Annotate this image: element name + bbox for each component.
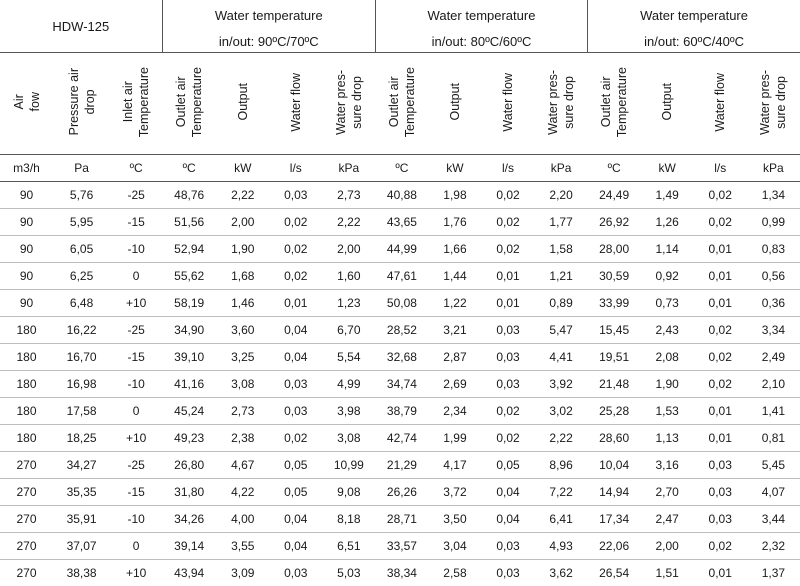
unit-cell: Pa xyxy=(53,155,110,182)
table-cell: 2,00 xyxy=(322,236,375,263)
column-header xyxy=(0,53,53,155)
group-2-subtitle: in/out: 80ºC/60ºC xyxy=(375,31,587,53)
table-cell: 0,02 xyxy=(694,209,747,236)
table-cell: 1,46 xyxy=(216,290,269,317)
table-cell: 1,14 xyxy=(641,236,694,263)
table-cell: -15 xyxy=(110,344,162,371)
table-cell: 0,03 xyxy=(481,344,534,371)
table-row xyxy=(0,371,800,398)
table-cell: 1,76 xyxy=(428,209,481,236)
table-cell: 43,94 xyxy=(162,560,216,586)
table-cell: 34,90 xyxy=(162,317,216,344)
column-header-label: Output xyxy=(235,83,251,121)
column-header-label: Water flow xyxy=(288,73,304,132)
table-row xyxy=(0,290,800,317)
table-cell: 2,22 xyxy=(216,182,269,209)
table-row xyxy=(0,479,800,506)
table-cell: 28,00 xyxy=(588,236,641,263)
table-cell: 18,25 xyxy=(53,425,110,452)
column-header-label: Outlet air Temperature xyxy=(386,67,418,137)
table-cell: 0,03 xyxy=(694,452,747,479)
table-cell: 2,20 xyxy=(535,182,588,209)
table-cell: 0,02 xyxy=(694,533,747,560)
table-row xyxy=(0,317,800,344)
table-cell: 0,01 xyxy=(694,236,747,263)
table-cell: 3,09 xyxy=(216,560,269,586)
table-cell: 38,38 xyxy=(53,560,110,586)
table-cell: 17,34 xyxy=(588,506,641,533)
table-cell: 0,04 xyxy=(481,506,534,533)
table-cell: 0,03 xyxy=(694,479,747,506)
unit-cell: l/s xyxy=(481,155,534,182)
table-cell: 4,17 xyxy=(428,452,481,479)
table-cell: 4,93 xyxy=(535,533,588,560)
unit-row xyxy=(0,155,800,182)
table-cell: 4,99 xyxy=(322,371,375,398)
unit-cell: ºC xyxy=(110,155,162,182)
column-header xyxy=(162,53,216,155)
table-cell: 1,21 xyxy=(535,263,588,290)
table-cell: 32,68 xyxy=(375,344,428,371)
table-cell: 0,03 xyxy=(481,371,534,398)
table-row xyxy=(0,182,800,209)
table-cell: 1,34 xyxy=(747,182,800,209)
table-cell: -25 xyxy=(110,182,162,209)
table-cell: 2,22 xyxy=(322,209,375,236)
table-cell: 0,04 xyxy=(269,344,322,371)
table-cell: 47,61 xyxy=(375,263,428,290)
table-cell: 0,36 xyxy=(747,290,800,317)
group-3-subtitle: in/out: 60ºC/40ºC xyxy=(588,31,800,53)
table-cell: 4,07 xyxy=(747,479,800,506)
table-cell: 0,05 xyxy=(269,479,322,506)
unit-cell: kW xyxy=(428,155,481,182)
table-cell: 25,28 xyxy=(588,398,641,425)
table-cell: -25 xyxy=(110,317,162,344)
table-cell: 4,41 xyxy=(535,344,588,371)
table-row xyxy=(0,344,800,371)
table-cell: 5,54 xyxy=(322,344,375,371)
table-cell: 2,08 xyxy=(641,344,694,371)
table-cell: 31,80 xyxy=(162,479,216,506)
table-cell: 16,22 xyxy=(53,317,110,344)
table-cell: 0,02 xyxy=(481,209,534,236)
column-header xyxy=(588,53,641,155)
table-cell: 90 xyxy=(0,290,53,317)
table-cell: +10 xyxy=(110,425,162,452)
table-cell: 90 xyxy=(0,209,53,236)
table-cell: 2,10 xyxy=(747,371,800,398)
table-cell: 0,01 xyxy=(694,398,747,425)
table-cell: 26,26 xyxy=(375,479,428,506)
group-3-title: Water temperature xyxy=(588,0,800,31)
column-header-label: Outlet air Temperature xyxy=(598,67,630,137)
column-header xyxy=(641,53,694,155)
table-cell: 0,02 xyxy=(481,182,534,209)
table-cell: 5,03 xyxy=(322,560,375,586)
table-cell: 3,02 xyxy=(535,398,588,425)
table-cell: 0,03 xyxy=(269,371,322,398)
table-cell: 3,55 xyxy=(216,533,269,560)
table-cell: 39,10 xyxy=(162,344,216,371)
unit-cell: m3/h xyxy=(0,155,53,182)
table-cell: 0,01 xyxy=(481,263,534,290)
table-cell: 14,94 xyxy=(588,479,641,506)
column-header-label: Water pres- sure drop xyxy=(545,70,577,135)
table-cell: 0 xyxy=(110,398,162,425)
table-cell: +10 xyxy=(110,290,162,317)
table-cell: 3,60 xyxy=(216,317,269,344)
table-cell: 270 xyxy=(0,560,53,586)
column-header xyxy=(322,53,375,155)
column-header xyxy=(428,53,481,155)
table-cell: 42,74 xyxy=(375,425,428,452)
table-cell: 35,91 xyxy=(53,506,110,533)
table-cell: 2,22 xyxy=(535,425,588,452)
table-cell: -15 xyxy=(110,479,162,506)
table-cell: -10 xyxy=(110,371,162,398)
table-cell: 2,00 xyxy=(641,533,694,560)
table-cell: 15,45 xyxy=(588,317,641,344)
table-cell: 44,99 xyxy=(375,236,428,263)
table-cell: 5,95 xyxy=(53,209,110,236)
table-cell: 39,14 xyxy=(162,533,216,560)
column-header xyxy=(481,53,534,155)
column-header-label: Inlet air Temperature xyxy=(120,67,152,137)
table-cell: 270 xyxy=(0,533,53,560)
table-cell: 0,99 xyxy=(747,209,800,236)
table-cell: -10 xyxy=(110,506,162,533)
group-1-subtitle: in/out: 90ºC/70ºC xyxy=(162,31,375,53)
column-header-label: Outlet air Temperature xyxy=(173,67,205,137)
table-cell: 35,35 xyxy=(53,479,110,506)
table-cell: 2,34 xyxy=(428,398,481,425)
table-cell: 2,73 xyxy=(216,398,269,425)
table-cell: 6,70 xyxy=(322,317,375,344)
table-cell: 3,16 xyxy=(641,452,694,479)
table-row xyxy=(0,236,800,263)
table-cell: 5,76 xyxy=(53,182,110,209)
table-cell: 7,22 xyxy=(535,479,588,506)
table-cell: 55,62 xyxy=(162,263,216,290)
table-cell: 180 xyxy=(0,425,53,452)
table-row xyxy=(0,452,800,479)
table-cell: 0,02 xyxy=(481,425,534,452)
table-cell: 2,38 xyxy=(216,425,269,452)
table-cell: 1,60 xyxy=(322,263,375,290)
table-cell: 30,59 xyxy=(588,263,641,290)
table-cell: 5,47 xyxy=(535,317,588,344)
column-header-label: Water pres- sure drop xyxy=(333,70,365,135)
table-cell: 0,01 xyxy=(694,560,747,586)
table-cell: 180 xyxy=(0,371,53,398)
table-cell: 2,58 xyxy=(428,560,481,586)
column-header-label: Air fow xyxy=(11,92,43,111)
table-cell: 22,06 xyxy=(588,533,641,560)
unit-cell: kW xyxy=(216,155,269,182)
table-cell: 3,62 xyxy=(535,560,588,586)
table-cell: 3,08 xyxy=(216,371,269,398)
table-cell: 1,44 xyxy=(428,263,481,290)
table-cell: 5,45 xyxy=(747,452,800,479)
table-cell: 0,01 xyxy=(269,290,322,317)
table-cell: 6,41 xyxy=(535,506,588,533)
column-header xyxy=(747,53,800,155)
unit-cell: l/s xyxy=(269,155,322,182)
table-cell: 2,69 xyxy=(428,371,481,398)
table-cell: 16,70 xyxy=(53,344,110,371)
model-name: HDW-125 xyxy=(0,0,162,53)
table-cell: 6,25 xyxy=(53,263,110,290)
table-cell: 1,68 xyxy=(216,263,269,290)
table-cell: 0,02 xyxy=(269,425,322,452)
table-cell: 3,34 xyxy=(747,317,800,344)
table-cell: 1,51 xyxy=(641,560,694,586)
table-cell: 0,03 xyxy=(481,317,534,344)
table-cell: 0,02 xyxy=(269,236,322,263)
table-cell: 0,02 xyxy=(269,263,322,290)
table-cell: 0,83 xyxy=(747,236,800,263)
column-header xyxy=(110,53,162,155)
table-cell: 1,22 xyxy=(428,290,481,317)
column-header-row xyxy=(0,53,800,155)
table-cell: 1,99 xyxy=(428,425,481,452)
table-cell: 33,57 xyxy=(375,533,428,560)
table-cell: 2,87 xyxy=(428,344,481,371)
table-cell: 1,53 xyxy=(641,398,694,425)
table-cell: 45,24 xyxy=(162,398,216,425)
table-cell: 21,48 xyxy=(588,371,641,398)
table-cell: 6,51 xyxy=(322,533,375,560)
column-header xyxy=(694,53,747,155)
table-cell: 0,02 xyxy=(694,371,747,398)
table-cell: 34,74 xyxy=(375,371,428,398)
table-cell: 0,02 xyxy=(481,236,534,263)
table-cell: 1,58 xyxy=(535,236,588,263)
table-cell: 26,92 xyxy=(588,209,641,236)
table-cell: 0,03 xyxy=(269,560,322,586)
table-cell: 6,05 xyxy=(53,236,110,263)
table-cell: 0,01 xyxy=(694,290,747,317)
table-cell: 3,72 xyxy=(428,479,481,506)
table-cell: -15 xyxy=(110,209,162,236)
column-header-label: Output xyxy=(659,83,675,121)
table-cell: 1,77 xyxy=(535,209,588,236)
column-header-label: Output xyxy=(447,83,463,121)
table-body xyxy=(0,182,800,586)
table-row xyxy=(0,425,800,452)
table-cell: 3,98 xyxy=(322,398,375,425)
table-cell: 21,29 xyxy=(375,452,428,479)
table-cell: 28,60 xyxy=(588,425,641,452)
table-cell: 58,19 xyxy=(162,290,216,317)
table-cell: 2,32 xyxy=(747,533,800,560)
table-cell: 1,90 xyxy=(216,236,269,263)
table-cell: 0,03 xyxy=(481,560,534,586)
group-2-title: Water temperature xyxy=(375,0,587,31)
table-cell: 49,23 xyxy=(162,425,216,452)
table-cell: 1,41 xyxy=(747,398,800,425)
table-cell: 17,58 xyxy=(53,398,110,425)
table-cell: 1,26 xyxy=(641,209,694,236)
unit-cell: l/s xyxy=(694,155,747,182)
column-header xyxy=(53,53,110,155)
table-cell: 33,99 xyxy=(588,290,641,317)
table-cell: 37,07 xyxy=(53,533,110,560)
table-cell: 1,66 xyxy=(428,236,481,263)
table-cell: 26,80 xyxy=(162,452,216,479)
table-cell: 1,13 xyxy=(641,425,694,452)
table-cell: 0,89 xyxy=(535,290,588,317)
table-cell: 19,51 xyxy=(588,344,641,371)
table-cell: 38,79 xyxy=(375,398,428,425)
table-cell: 34,27 xyxy=(53,452,110,479)
table-cell: 90 xyxy=(0,236,53,263)
table-cell: 2,70 xyxy=(641,479,694,506)
unit-cell: ºC xyxy=(375,155,428,182)
unit-cell: ºC xyxy=(588,155,641,182)
table-cell: 0,02 xyxy=(694,182,747,209)
table-cell: 4,00 xyxy=(216,506,269,533)
table-cell: 40,88 xyxy=(375,182,428,209)
table-cell: 270 xyxy=(0,506,53,533)
table-cell: 0,01 xyxy=(694,263,747,290)
table-cell: 2,00 xyxy=(216,209,269,236)
table-cell: 1,98 xyxy=(428,182,481,209)
table-cell: 8,96 xyxy=(535,452,588,479)
table-cell: 41,16 xyxy=(162,371,216,398)
table-cell: 34,26 xyxy=(162,506,216,533)
column-header-label: Water flow xyxy=(500,73,516,132)
table-cell: 28,52 xyxy=(375,317,428,344)
unit-cell: kPa xyxy=(322,155,375,182)
table-cell: -10 xyxy=(110,236,162,263)
table-cell: 90 xyxy=(0,182,53,209)
table-row xyxy=(0,398,800,425)
column-header-label: Water flow xyxy=(712,73,728,132)
table-cell: 270 xyxy=(0,452,53,479)
table-cell: 1,37 xyxy=(747,560,800,586)
unit-cell: kW xyxy=(641,155,694,182)
group-1-title: Water temperature xyxy=(162,0,375,31)
table-cell: 28,71 xyxy=(375,506,428,533)
table-cell: 9,08 xyxy=(322,479,375,506)
table-cell: -25 xyxy=(110,452,162,479)
table-cell: 43,65 xyxy=(375,209,428,236)
table-cell: 6,48 xyxy=(53,290,110,317)
table-cell: 0,04 xyxy=(481,479,534,506)
table-cell: 3,04 xyxy=(428,533,481,560)
table-cell: 0,03 xyxy=(481,533,534,560)
table-cell: 180 xyxy=(0,344,53,371)
table-cell: 24,49 xyxy=(588,182,641,209)
table-cell: 0,03 xyxy=(269,398,322,425)
column-header-label: Water pres- sure drop xyxy=(757,70,789,135)
table-cell: 3,08 xyxy=(322,425,375,452)
table-cell: 0,03 xyxy=(694,506,747,533)
table-cell: 0,81 xyxy=(747,425,800,452)
table-cell: 0,73 xyxy=(641,290,694,317)
table-row xyxy=(0,533,800,560)
table-cell: 48,76 xyxy=(162,182,216,209)
table-cell: 3,25 xyxy=(216,344,269,371)
table-cell: 50,08 xyxy=(375,290,428,317)
table-row xyxy=(0,560,800,586)
column-header xyxy=(216,53,269,155)
table-cell: 0,04 xyxy=(269,506,322,533)
table-cell: 51,56 xyxy=(162,209,216,236)
table-cell: 8,18 xyxy=(322,506,375,533)
table-cell: 0 xyxy=(110,263,162,290)
table-cell: 10,99 xyxy=(322,452,375,479)
table-cell: 26,54 xyxy=(588,560,641,586)
table-row xyxy=(0,209,800,236)
table-cell: 2,73 xyxy=(322,182,375,209)
table-cell: 0,04 xyxy=(269,317,322,344)
table-cell: 16,98 xyxy=(53,371,110,398)
table-cell: 3,92 xyxy=(535,371,588,398)
table-cell: 0,02 xyxy=(694,317,747,344)
table-cell: 1,23 xyxy=(322,290,375,317)
column-header xyxy=(375,53,428,155)
column-header xyxy=(535,53,588,155)
table-cell: 0,05 xyxy=(481,452,534,479)
table-row xyxy=(0,506,800,533)
table-cell: 0,03 xyxy=(269,182,322,209)
table-cell: 180 xyxy=(0,398,53,425)
table-cell: 38,34 xyxy=(375,560,428,586)
table-cell: 0,02 xyxy=(481,398,534,425)
table-cell: 0,02 xyxy=(269,209,322,236)
column-header xyxy=(269,53,322,155)
table-cell: 4,22 xyxy=(216,479,269,506)
table-cell: 0 xyxy=(110,533,162,560)
table-cell: 0,56 xyxy=(747,263,800,290)
table-cell: 0,01 xyxy=(694,425,747,452)
table-cell: 1,90 xyxy=(641,371,694,398)
table-cell: 52,94 xyxy=(162,236,216,263)
table-cell: 0,04 xyxy=(269,533,322,560)
table-cell: 0,02 xyxy=(694,344,747,371)
unit-cell: ºC xyxy=(162,155,216,182)
table-cell: 10,04 xyxy=(588,452,641,479)
table-row xyxy=(0,263,800,290)
table-cell: 1,49 xyxy=(641,182,694,209)
table-cell: 2,47 xyxy=(641,506,694,533)
table-cell: 0,01 xyxy=(481,290,534,317)
table-cell: 90 xyxy=(0,263,53,290)
table-cell: 4,67 xyxy=(216,452,269,479)
unit-cell: kPa xyxy=(747,155,800,182)
table-cell: 0,92 xyxy=(641,263,694,290)
table-cell: 3,21 xyxy=(428,317,481,344)
unit-cell: kPa xyxy=(535,155,588,182)
table-cell: 3,44 xyxy=(747,506,800,533)
table-cell: 180 xyxy=(0,317,53,344)
column-header-label: Pressure air drop xyxy=(66,68,98,135)
table-cell: 2,49 xyxy=(747,344,800,371)
table-cell: 0,05 xyxy=(269,452,322,479)
table-cell: +10 xyxy=(110,560,162,586)
table-cell: 3,50 xyxy=(428,506,481,533)
table-cell: 2,43 xyxy=(641,317,694,344)
table-cell: 270 xyxy=(0,479,53,506)
